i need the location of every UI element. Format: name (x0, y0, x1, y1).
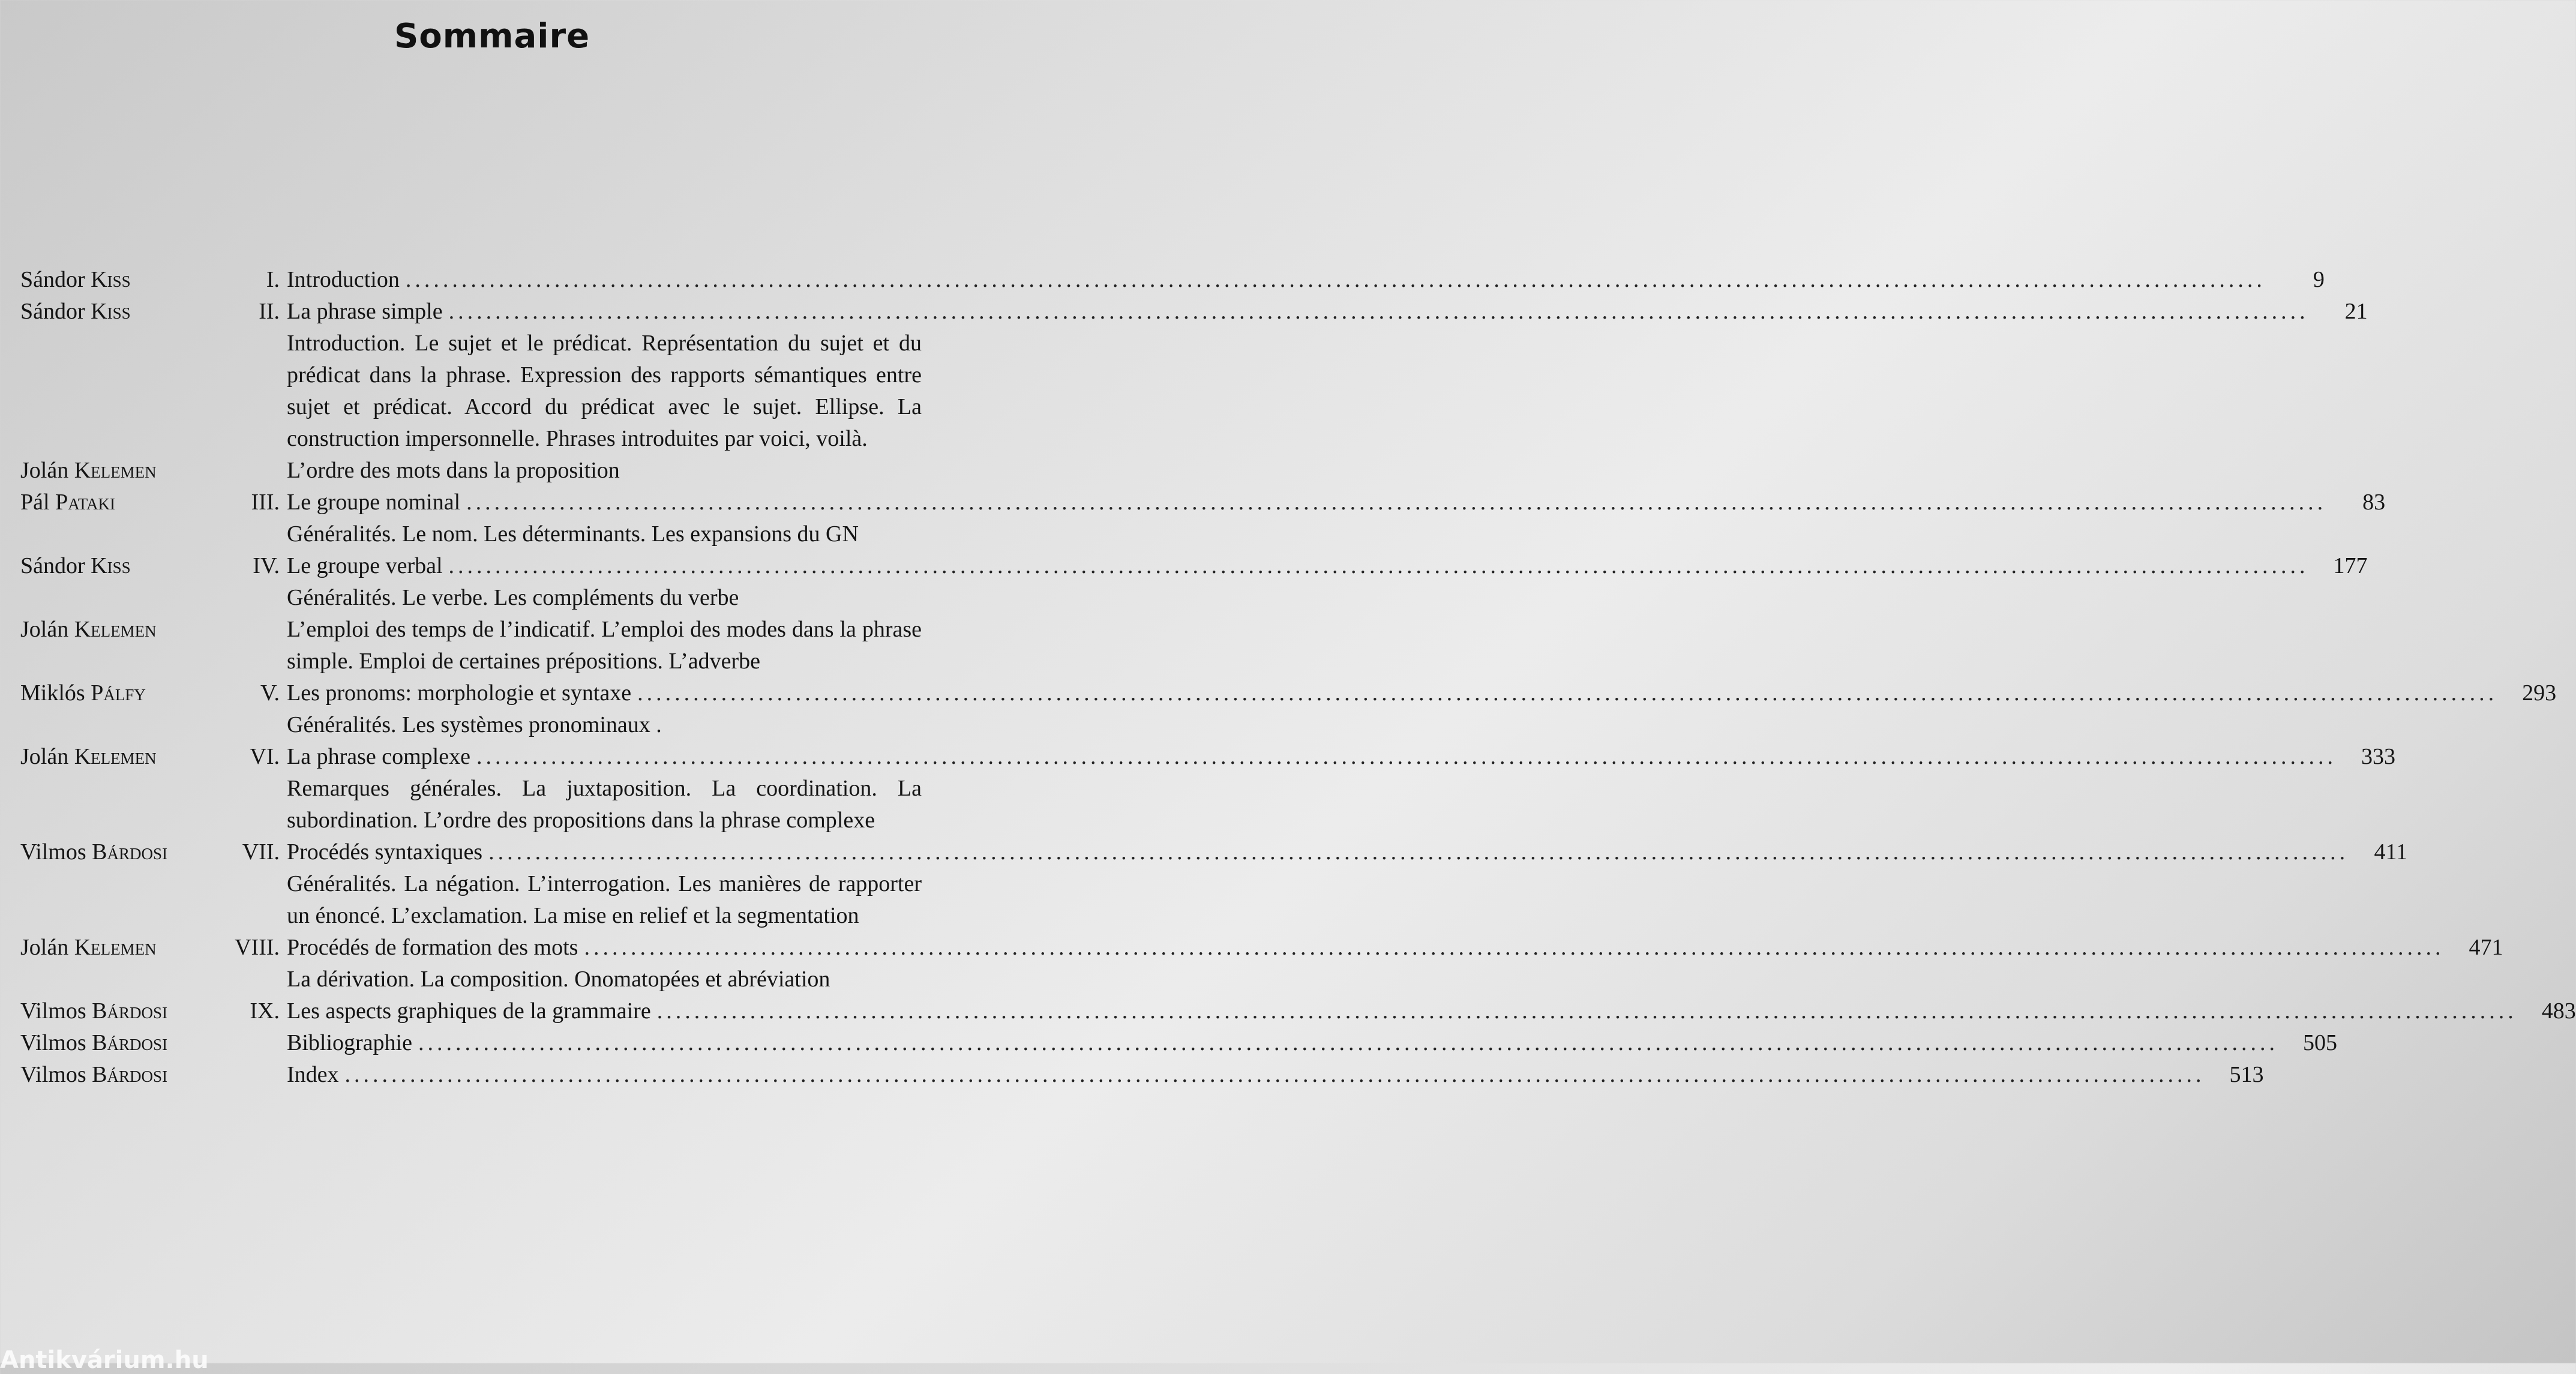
toc-author (20, 1059, 224, 1091)
chapter-title: Les aspects graphiques de la grammaire (287, 998, 651, 1024)
chapter-description: Remarques générales. La juxtaposition. La coordination. La subordination. L’ordre des propositions dans la phrase complexe (287, 776, 922, 833)
chapter-number: IX. (250, 998, 280, 1024)
toc-entry (20, 296, 2368, 455)
chapter-title: La phrase simple (287, 299, 443, 324)
toc-entry (20, 995, 2576, 1027)
author-last-name: Bárdosi (92, 839, 167, 865)
chapter-title: Index (287, 1062, 339, 1087)
toc-title-row (287, 1027, 2337, 1059)
author-first-name: Vilmos (20, 1030, 86, 1055)
chapter-number: VII. (242, 839, 280, 865)
toc-title-row (287, 1059, 2264, 1091)
chapter-number: V. (260, 680, 280, 706)
toc-entry (20, 677, 2557, 741)
chapter-description: L’emploi des temps de l’indicatif. L’emploi des modes dans la phrase simple. Emploi de certaines prépositions. L’adverbe (287, 617, 922, 674)
toc-author (20, 455, 224, 487)
author-last-name: Kelemen (74, 458, 157, 483)
chapter-description: Généralités. La négation. L’interrogation. Les manières de rapporter un énoncé. L’exclamation. La mise en relief et la segmentation (287, 871, 922, 928)
chapter-number: III. (251, 490, 280, 515)
chapter-title: Le groupe verbal (287, 553, 443, 578)
chapter-description: La dérivation. La composition. Onomatopées et abréviation (287, 967, 830, 992)
page-title: Sommaire (394, 17, 590, 56)
chapter-title: Introduction (287, 267, 400, 292)
dot-leader: ........................................................................................................................................................................................................ (344, 1062, 2205, 1087)
toc-content (287, 1027, 2337, 1059)
dot-leader: ........................................................................................................................................................................................................ (656, 998, 2517, 1024)
dot-leader: ........................................................................................................................................................................................................ (476, 744, 2337, 769)
author-first-name: Pál (20, 490, 50, 515)
toc-title-row (287, 487, 2386, 518)
toc-author (20, 1027, 224, 1059)
author-last-name: Kiss (91, 553, 131, 578)
watermark: Antikvárium.hu (0, 1346, 209, 1374)
toc-content (287, 995, 2576, 1027)
author-first-name: Vilmos (20, 998, 86, 1024)
chapter-title: Procédés de formation des mots (287, 935, 578, 960)
author-first-name: Vilmos (20, 839, 86, 865)
table-of-contents (20, 264, 2576, 1091)
page-number: 483 (2541, 998, 2576, 1024)
toc-author (20, 614, 224, 646)
author-first-name: Jolán (20, 935, 69, 960)
page-number: 21 (2344, 299, 2368, 324)
chapter-description: Généralités. Les systèmes pronominaux . (287, 712, 662, 737)
toc-content (287, 296, 2368, 455)
author-last-name: Pálfy (91, 680, 146, 706)
chapter-description: Généralités. Le verbe. Les compléments du verbe (287, 585, 739, 610)
toc-author (20, 836, 224, 868)
toc-entry (20, 614, 974, 677)
toc-entry (20, 264, 2325, 296)
toc-content (287, 487, 2386, 550)
chapter-title: Bibliographie (287, 1030, 412, 1055)
toc-title-row (287, 550, 2368, 582)
chapter-number: VIII. (235, 935, 280, 960)
toc-entry (20, 1027, 2337, 1059)
page-number: 411 (2374, 839, 2408, 865)
chapter-title: L’ordre des mots dans la proposition (287, 458, 620, 483)
toc-entry (20, 836, 2408, 932)
chapter-number: II. (259, 299, 280, 324)
toc-entry (20, 1059, 2264, 1091)
toc-title-row (287, 455, 974, 487)
author-first-name: Sándor (20, 267, 85, 292)
author-first-name: Sándor (20, 553, 85, 578)
author-first-name: Jolán (20, 617, 69, 642)
chapter-title: La phrase complexe (287, 744, 470, 769)
toc-content (287, 1059, 2264, 1091)
toc-content (287, 741, 2395, 836)
toc-title-row (287, 995, 2576, 1027)
toc-entry (20, 932, 2503, 995)
toc-title-row (287, 677, 2557, 709)
dot-leader: ........................................................................................................................................................................................................ (448, 553, 2309, 578)
chapter-title: Le groupe nominal (287, 490, 461, 515)
toc-author (20, 550, 224, 582)
toc-author (20, 677, 224, 709)
author-last-name: Kiss (91, 299, 131, 324)
toc-content (287, 550, 2368, 614)
page-number: 333 (2361, 744, 2395, 769)
toc-entry (20, 741, 2395, 836)
author-last-name: Pataki (55, 490, 116, 515)
page-number: 177 (2333, 553, 2368, 578)
chapter-number: IV. (253, 553, 280, 578)
toc-author (20, 296, 224, 328)
author-last-name: Kelemen (74, 935, 157, 960)
toc-title-row (287, 741, 2395, 773)
toc-content (287, 614, 974, 677)
author-first-name: Jolán (20, 744, 69, 769)
dot-leader: ........................................................................................................................................................................................................ (637, 680, 2498, 706)
chapter-title: Les pronoms: morphologie et syntaxe (287, 680, 632, 706)
dot-leader: ........................................................................................................................................................................................................ (488, 839, 2349, 865)
toc-content (287, 455, 974, 487)
page-number: 505 (2302, 1030, 2337, 1055)
toc-content (287, 836, 2408, 932)
author-last-name: Bárdosi (92, 998, 167, 1024)
toc-author (20, 487, 224, 518)
page-number: 83 (2362, 490, 2386, 515)
dot-leader: ........................................................................................................................................................................................................ (418, 1030, 2278, 1055)
toc-entry (20, 550, 2368, 614)
dot-leader: ........................................................................................................................................................................................................ (584, 935, 2445, 960)
author-last-name: Bárdosi (92, 1062, 167, 1087)
page-number: 293 (2522, 680, 2557, 706)
chapter-number: VI. (250, 744, 280, 769)
chapter-number: I. (266, 267, 280, 292)
chapter-description: Introduction. Le sujet et le prédicat. Représentation du sujet et du prédicat dans la phrase. Expression des rapports sémantiques entre sujet et prédicat. Accord du prédicat avec le sujet. Ellipse. La construction impersonnelle. Phrases introduites par voici, voilà. (287, 331, 922, 451)
dot-leader: ........................................................................................................................................................................................................ (448, 299, 2309, 324)
toc-title-row (287, 264, 2325, 296)
toc-entry (20, 455, 974, 487)
chapter-title: Procédés syntaxiques (287, 839, 483, 865)
toc-author (20, 995, 224, 1027)
page-number: 9 (2313, 267, 2325, 292)
author-first-name: Sándor (20, 299, 85, 324)
author-last-name: Kelemen (74, 617, 157, 642)
page-number: 471 (2469, 935, 2503, 960)
dot-leader: ........................................................................................................................................................................................................ (405, 267, 2266, 292)
author-last-name: Kelemen (74, 744, 157, 769)
toc-title-row (287, 296, 2368, 328)
page-number: 513 (2229, 1062, 2264, 1087)
author-last-name: Bárdosi (92, 1030, 167, 1055)
toc-author (20, 264, 224, 296)
toc-content (287, 264, 2325, 296)
toc-author (20, 741, 224, 773)
toc-title-row (287, 836, 2408, 868)
author-first-name: Miklós (20, 680, 85, 706)
chapter-description: Généralités. Le nom. Les déterminants. Les expansions du GN (287, 521, 859, 547)
toc-entry (20, 487, 2386, 550)
toc-content (287, 932, 2503, 995)
author-first-name: Vilmos (20, 1062, 86, 1087)
toc-author (20, 932, 224, 964)
dot-leader: ........................................................................................................................................................................................................ (466, 490, 2327, 515)
toc-title-row (287, 932, 2503, 964)
toc-content (287, 677, 2557, 741)
author-last-name: Kiss (91, 267, 131, 292)
author-first-name: Jolán (20, 458, 69, 483)
